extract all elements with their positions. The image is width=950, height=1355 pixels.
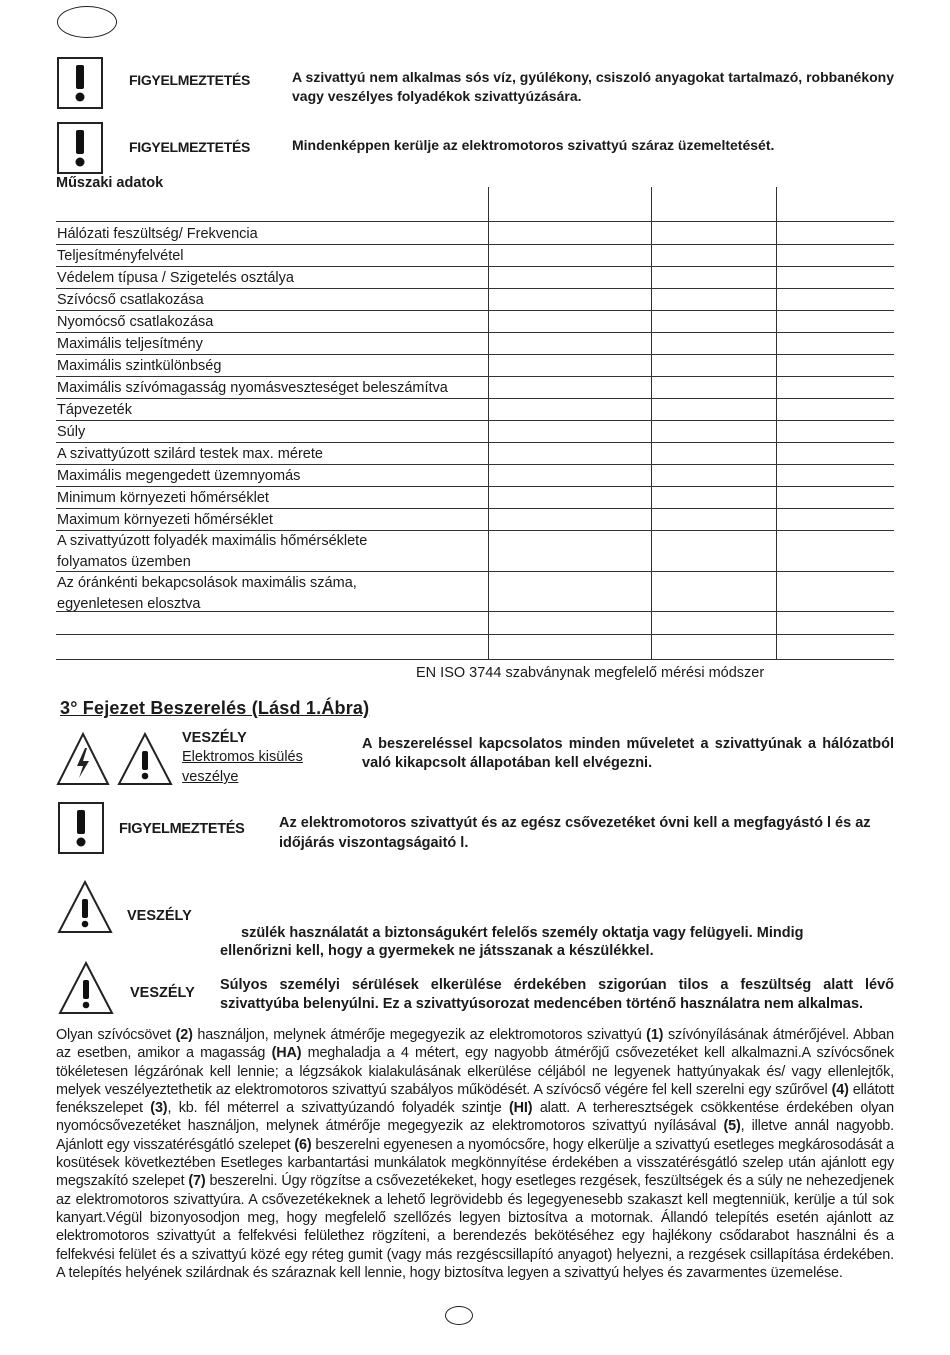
- danger-text: ellenőrizni kell, hogy a gyermekek ne játsszanak a készülékkel.: [220, 943, 654, 959]
- warning-text: A szivattyú nem alkalmas sós víz, gyúlékony, csiszoló anyagokat tartalmazó, robbanékony vagy veszélyes folyadékok szivattyúzására.: [292, 69, 894, 104]
- table-footnote: EN ISO 3744 szabványnak megfelelő mérési módszer: [416, 665, 765, 681]
- table-row-label: Az óránkénti bekapcsolások maximális száma,: [57, 575, 357, 591]
- electric-shock-warning-icon: [56, 731, 110, 787]
- page-number-badge: [445, 1306, 473, 1325]
- danger-exclamation-icon: [58, 960, 114, 1016]
- table-row-label: Nyomócső csatlakozása: [57, 314, 214, 330]
- table-row-label: Maximum környezeti hőmérséklet: [57, 512, 273, 528]
- table-row-line: [56, 420, 894, 421]
- warning-text: Az elektromotoros szivattyút és az egész csővezetéket óvni kell a megfagyástó l és az időjárás viszontagságaitó l.: [279, 815, 871, 851]
- table-row-label: Minimum környezeti hőmérséklet: [57, 490, 269, 506]
- warning-exclamation-icon: [57, 57, 103, 109]
- table-bottom-line: [56, 659, 894, 660]
- warning-text: Mindenképpen kerülje az elektromotoros szivattyú száraz üzemeltetését.: [292, 137, 775, 153]
- chapter-title: 3° Fejezet Beszerelés (Lásd 1.Ábra): [60, 698, 370, 718]
- danger-sublabel: veszélye: [182, 769, 239, 785]
- table-column-divider: [488, 187, 489, 659]
- warning-exclamation-icon: [57, 122, 103, 174]
- table-row-label: Teljesítményfelvétel: [57, 248, 184, 264]
- language-badge: [57, 6, 117, 38]
- table-row-label: Maximális szívómagasság nyomásveszteséget beleszámítva: [57, 380, 448, 396]
- warning-label: FIGYELMEZTETÉS: [129, 72, 251, 88]
- table-header-line: [56, 221, 894, 222]
- danger-sublabel: Elektromos kisülés: [182, 749, 303, 765]
- danger-exclamation-icon: [117, 731, 173, 787]
- warning-label: FIGYELMEZTETÉS: [129, 139, 251, 155]
- table-column-divider: [651, 187, 652, 659]
- table-row-label: Súly: [57, 424, 86, 440]
- table-row-label: Maximális megengedett üzemnyomás: [57, 468, 301, 484]
- danger-text: szülék használatát a biztonságukért felelős személy oktatja vagy felügyeli. Mindig: [241, 925, 804, 941]
- table-row-label: egyenletesen elosztva: [57, 596, 201, 612]
- table-row-label: Maximális szintkülönbség: [57, 358, 222, 374]
- danger-text: Súlyos személyi sérülések elkerülése érdekében szigorúan tilos a feszültség alatt lévő szivattyúba belenyúlni. Ez a szivattyúsorozat medencében történő használatra nem alkalmas.: [220, 977, 894, 1012]
- table-row-label: Tápvezeték: [57, 402, 132, 418]
- danger-exclamation-icon: [57, 879, 113, 935]
- warning-label: FIGYELMEZTETÉS: [119, 821, 245, 837]
- table-row-label: folyamatos üzemben: [57, 554, 191, 570]
- danger-label: VESZÉLY: [182, 730, 247, 746]
- table-row-label: A szivattyúzott folyadék maximális hőmérséklete: [57, 533, 368, 549]
- table-column-divider: [776, 187, 777, 659]
- danger-text: A beszereléssel kapcsolatos minden műveletet a szivattyúnak a hálózatból való kikapcsolt állapotában kell elvégezni.: [362, 736, 894, 771]
- installation-paragraph: Olyan szívócsövet (2) használjon, melynek átmérője megegyezik az elektromotoros szivattyú (1) szívónyílásának átmérőjével. Abban az esetben, amikor a magasság (HA) meghaladja a 4 métert, egy nagyobb átmérőjű csővezetéket kell alkalmazni.A szívócsőnek tökéletesen légzárónak kell lennie; a légzsákok kialakulásának elkerülése céljából ne legyenek hattyúnyakak és/ vagy ellenlejtők, melyek veszélyeztethetik az elektromotoros szivattyú szabályos működését. A szívócső végére fel kell szerelni egy szűrővel (4) ellátott fenékszelepet (3), kb. fél méterrel a szivattyúzandó folyadék szintje (HI) alatt. A terheresztségek csökkentése érdekében olyan nyomócsővezetéket használjon, melynek átmérője megegyezik az elektromotoros szivattyú nyílásával (5), illetve annál nagyobb. Ajánlott egy visszatérésgátló szelepet (6) beszerelni egyenesen a nyomócsőre, hogy elkerülje a szivattyú esetleges megkárosodását a kosütések következtében Esetleges karbantartási munkálatok megkönnyítése érdekében a visszatérésgátló szelep után ajánlott egy megszakító szelepet (7) beszerelni. Úgy rögzítse a csővezetékeket, hogy esetleges rezgések, feszültségek és a súly ne nehezedjenek az elektromotoros szivattyúra. A csővezetékeknek a lehető legrövidebb és legegyenesebb szakaszt kell megtenniük, kerülje a túl sok kanyart.Végül bizonyosodjon meg, hogy megfelelő szellőzés legyen biztosítva a motornak. Állandó telepítés esetén ajánlott az elektromotoros szivattyút a felfekvési felülethez rögzíteni, a berendezés bekötéséhez egy hajlékony csődarabot használni és a felfekvési felület és a szivattyú közé egy réteg gumit (vagy más rezgéscsillapító anyagot) helyezni, a rezgések csillapítása érdekében. A telepítés helyének szilárdnak és száraznak kell lennie, hogy biztosítva legyen a szivattyú helyes és zavarmentes üzemelése.: [56, 1027, 894, 1281]
- danger-label: VESZÉLY: [127, 908, 192, 924]
- table-row-label: Maximális teljesítmény: [57, 336, 203, 352]
- table-row-label: Hálózati feszültség/ Frekvencia: [57, 226, 258, 242]
- table-row-line: [56, 634, 894, 635]
- table-row-label: Szívócső csatlakozása: [57, 292, 204, 308]
- tech-title: Műszaki adatok: [56, 175, 164, 191]
- table-row-label: A szivattyúzott szilárd testek max. mérete: [57, 446, 323, 462]
- danger-label: VESZÉLY: [130, 985, 195, 1001]
- warning-exclamation-icon: [58, 802, 104, 854]
- table-row-label: Védelem típusa / Szigetelés osztálya: [57, 270, 294, 286]
